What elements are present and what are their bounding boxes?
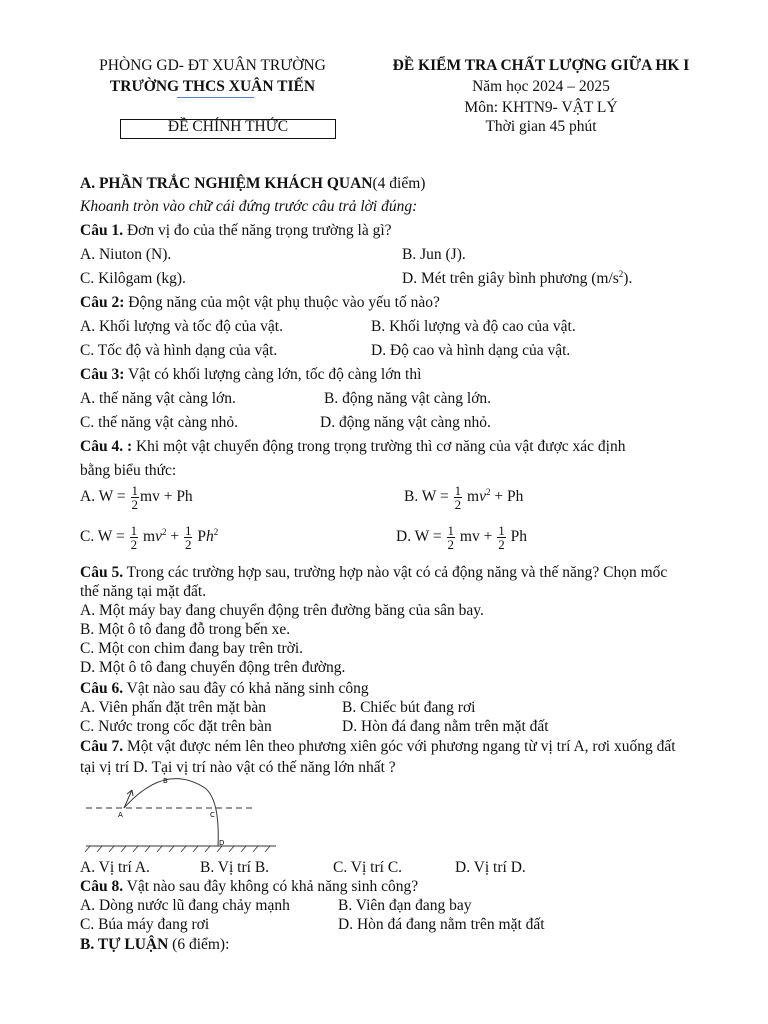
q4-a-prefix: A. W = xyxy=(80,488,130,506)
q7-option-b[interactable]: B. Vị trí B. xyxy=(200,859,270,876)
q4-c-sup: 2 xyxy=(161,527,167,538)
q4-option-b[interactable] xyxy=(404,484,523,511)
q4-a-suffix: mv + Ph xyxy=(140,488,193,506)
fraction-numerator: 1 xyxy=(131,483,139,498)
fraction-numerator: 1 xyxy=(184,523,192,538)
q4-b-velocity: v xyxy=(479,488,486,506)
q2-option-a[interactable]: A. Khối lượng và tốc độ của vật. xyxy=(80,318,283,335)
q1-option-d-text: D. Mét trên giây bình phương (m/s xyxy=(402,270,619,287)
q4-d-prefix: D. W = xyxy=(396,528,446,546)
q6-option-d[interactable]: D. Hòn đá đang nằm trên mặt đất xyxy=(342,718,549,735)
duration: Thời gian 45 phút xyxy=(485,118,597,135)
q2-option-c[interactable]: C. Tốc độ và hình dạng của vật. xyxy=(80,342,278,359)
q5-label: Câu 5. xyxy=(80,564,124,581)
q5-option-c[interactable]: C. Một con chim đang bay trên trời. xyxy=(80,640,304,657)
q4-b-fraction xyxy=(454,484,463,511)
q2-option-b[interactable]: B. Khối lượng và độ cao của vật. xyxy=(371,318,576,335)
q5-stem-line2: thế năng tại mặt đất. xyxy=(80,583,207,600)
q4-a-fraction xyxy=(131,484,140,511)
point-b-label: B xyxy=(163,777,168,785)
q7-text1: Một vật được ném lên theo phương xiên góc với phương ngang từ vị trí A, rơi xuống đất xyxy=(123,738,676,755)
fraction-denominator: 2 xyxy=(130,537,138,552)
fraction-denominator: 2 xyxy=(184,537,192,552)
q1-stem xyxy=(80,222,392,240)
q7-option-c[interactable]: C. Vị trí C. xyxy=(333,859,403,876)
point-d-label: D xyxy=(219,839,225,847)
q1-option-d-end: ). xyxy=(623,270,633,287)
q4-stem-line2: bằng biểu thức: xyxy=(80,462,177,479)
q8-option-d[interactable]: D. Hòn đá đang nằm trên mặt đất xyxy=(338,916,545,933)
q6-option-c[interactable]: C. Nước trong cốc đặt trên bàn xyxy=(80,718,272,735)
department-name: PHÒNG GD- ĐT XUÂN TRƯỜNG xyxy=(99,57,326,74)
q4-b-prefix: B. W = xyxy=(404,488,453,506)
q2-stem xyxy=(80,294,440,312)
q8-option-b[interactable]: B. Viên đạn đang bay xyxy=(338,897,472,914)
q8-option-c[interactable]: C. Búa máy đang rơi xyxy=(80,916,210,933)
q4-option-c[interactable] xyxy=(80,524,218,551)
q4-option-a[interactable] xyxy=(80,484,193,511)
q4-d-suffix: Ph xyxy=(506,528,527,546)
fraction-numerator: 1 xyxy=(498,523,505,538)
section-a-points: (4 điểm) xyxy=(372,175,426,192)
trajectory-curve xyxy=(124,779,218,846)
q4-c-fraction-1 xyxy=(130,524,139,551)
q8-option-a[interactable]: A. Dòng nước lũ đang chảy mạnh xyxy=(80,897,290,914)
q4-stem-line1 xyxy=(80,438,625,456)
q4-b-suffix: + Ph xyxy=(490,488,524,506)
q3-option-c[interactable]: C. thế năng vật càng nhỏ. xyxy=(80,414,238,431)
q3-option-d[interactable]: D. động năng vật càng nhỏ. xyxy=(320,414,491,431)
q8-label: Câu 8. xyxy=(80,878,124,895)
q4-c-height: h xyxy=(205,528,214,546)
q7-stem-line1 xyxy=(80,738,676,756)
fraction-denominator: 2 xyxy=(447,537,455,552)
q1-option-a[interactable]: A. Niuton (N). xyxy=(80,246,172,263)
school-year: Năm học 2024 – 2025 xyxy=(472,78,610,95)
q4-d-fraction-2 xyxy=(497,524,506,551)
q5-option-a[interactable]: A. Một máy bay đang chuyển động trên đường băng của sân bay. xyxy=(80,602,484,619)
q2-option-d[interactable]: D. Độ cao và hình dạng của vật. xyxy=(371,342,571,359)
q3-option-a[interactable]: A. thế năng vật càng lớn. xyxy=(80,390,236,407)
q6-option-b[interactable]: B. Chiếc bút đang rơi xyxy=(342,699,476,716)
q5-stem-line1 xyxy=(80,564,667,582)
q1-label: Câu 1. xyxy=(80,222,124,239)
q7-stem-line2: tại vị trí D. Tại vị trí nào vật có thế năng lớn nhất ? xyxy=(80,759,396,776)
exam-title: ĐỀ KIỂM TRA CHẤT LƯỢNG GIỮA HK I xyxy=(392,57,690,74)
q4-c-sup2: 2 xyxy=(213,527,219,538)
q1-option-d-sup: 2 xyxy=(618,269,624,279)
q7-option-a[interactable]: A. Vị trí A. xyxy=(80,859,150,876)
q4-option-d[interactable] xyxy=(396,524,527,551)
q4-b-mass: m xyxy=(463,488,480,506)
point-a-label: A xyxy=(118,811,123,819)
q4-label: Câu 4. : xyxy=(80,438,133,455)
q6-option-a[interactable]: A. Viên phấn đặt trên mặt bàn xyxy=(80,699,267,716)
q5-text1: Trong các trường hợp sau, trường hợp nào vật có cả động năng và thế năng? Chọn mốc xyxy=(123,564,668,581)
q4-b-sup: 2 xyxy=(485,487,491,498)
school-underline xyxy=(177,97,254,98)
fraction-numerator: 1 xyxy=(447,523,455,538)
q8-stem xyxy=(80,878,418,896)
q3-stem xyxy=(80,366,421,384)
q4-c-mass: m xyxy=(139,528,156,546)
q2-label: Câu 2: xyxy=(80,294,125,311)
section-b-heading xyxy=(80,936,229,954)
q7-option-d[interactable]: D. Vị trí D. xyxy=(455,859,526,876)
fraction-denominator: 2 xyxy=(454,497,462,512)
q4-c-fraction-2 xyxy=(184,524,193,551)
section-b-title: B. TỰ LUẬN xyxy=(80,936,169,953)
point-c-label: C xyxy=(210,811,215,819)
q2-text: Động năng của một vật phụ thuộc vào yếu tố nào? xyxy=(124,294,440,311)
fraction-numerator: 1 xyxy=(130,523,138,538)
q3-text: Vật có khối lượng càng lớn, tốc độ càng lớn thì xyxy=(124,366,422,383)
trajectory-figure xyxy=(80,776,280,852)
q3-label: Câu 3: xyxy=(80,366,125,383)
q1-option-d[interactable] xyxy=(402,270,632,288)
q4-d-fraction-1 xyxy=(447,524,456,551)
q4-text1: Khi một vật chuyển động trong trọng trường thì cơ năng của vật được xác định xyxy=(132,438,626,455)
q4-d-middle: mv + xyxy=(456,528,497,546)
fraction-denominator: 2 xyxy=(498,537,505,552)
ground-hatching xyxy=(85,846,270,852)
section-a-heading xyxy=(80,175,425,193)
section-a-title: A. PHẦN TRẮC NGHIỆM KHÁCH QUAN xyxy=(80,175,373,192)
q4-c-prefix: C. W = xyxy=(80,528,129,546)
section-a-instruction: Khoanh tròn vào chữ cái đứng trước câu trả lời đúng: xyxy=(80,198,418,215)
q1-option-c[interactable]: C. Kilôgam (kg). xyxy=(80,270,186,287)
school-name: TRƯỜNG THCS XUÂN TIẾN xyxy=(109,78,316,95)
q1-option-b[interactable]: B. Jun (J). xyxy=(402,246,466,263)
subject: Môn: KHTN9- VẬT LÝ xyxy=(464,99,618,116)
q4-c-weight: P xyxy=(193,528,206,546)
q3-option-b[interactable]: B. động năng vật càng lớn. xyxy=(324,390,492,407)
q8-text: Vật nào sau đây không có khả năng sinh công? xyxy=(123,878,419,895)
q1-text: Đơn vị đo của thế năng trọng trường là gì? xyxy=(123,222,392,239)
fraction-denominator: 2 xyxy=(131,497,139,512)
q5-option-b[interactable]: B. Một ô tô đang đỗ trong bến xe. xyxy=(80,621,291,638)
q4-c-velocity: v xyxy=(155,528,162,546)
q7-label: Câu 7. xyxy=(80,738,124,755)
q6-text: Vật nào sau đây có khả năng sinh công xyxy=(123,680,369,697)
official-label: ĐỀ CHÍNH THỨC xyxy=(167,118,289,135)
q5-option-d[interactable]: D. Một ô tô đang chuyển động trên đường. xyxy=(80,659,346,676)
q6-stem xyxy=(80,680,369,698)
q4-c-plus: + xyxy=(166,528,183,546)
q6-label: Câu 6. xyxy=(80,680,124,697)
section-b-points: (6 điểm): xyxy=(168,936,230,953)
fraction-numerator: 1 xyxy=(454,483,462,498)
